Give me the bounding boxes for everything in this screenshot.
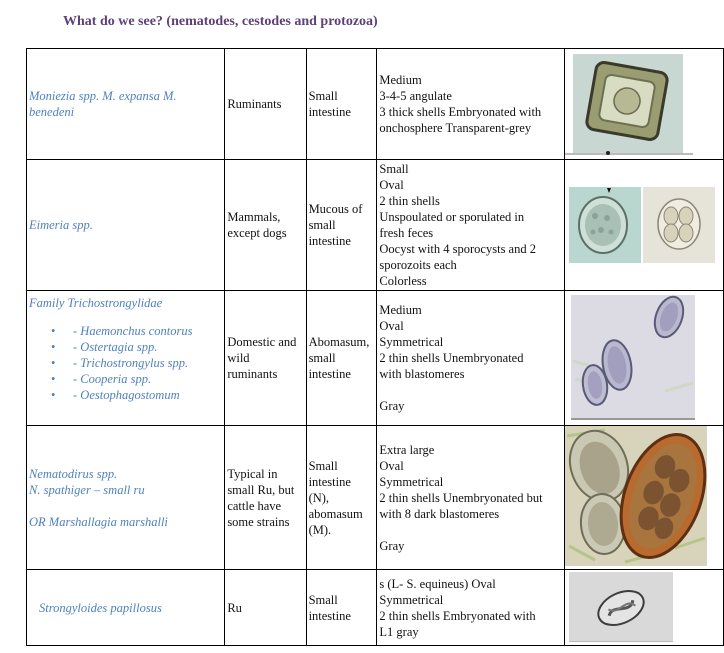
description-line: Oval (379, 458, 404, 473)
parasite-name: Moniezia spp. M. expansa M. (29, 89, 177, 103)
image-cell (564, 426, 723, 570)
image-cell (564, 160, 723, 291)
host-cell (225, 160, 306, 291)
parasite-name: Nematodirus spp. (29, 466, 118, 481)
location-line: intestine (308, 474, 351, 489)
list-item: • - Haemonchus contorus (29, 323, 222, 339)
parasite-name: benedeni (29, 105, 75, 119)
location-cell (306, 291, 377, 426)
description-cell (377, 426, 565, 570)
description-line: Symmetrical (379, 335, 444, 349)
image-cell (564, 49, 723, 160)
list-item: • - Ostertagia spp. (29, 339, 222, 355)
host-cell (225, 49, 306, 160)
location-line: intestine (308, 367, 351, 381)
description-spacer (379, 382, 562, 398)
description-line: Oval (379, 178, 404, 192)
table-row (27, 570, 724, 646)
location-line: (M). (308, 522, 332, 537)
parasite-name: Eimeria spp. (29, 218, 93, 232)
description-cell (377, 49, 565, 160)
table-row (27, 426, 724, 570)
host-line: some strains (227, 514, 290, 529)
location-cell (306, 49, 377, 160)
description-line: Symmetrical (379, 474, 444, 489)
list-item: • - Cooperia spp. (29, 371, 222, 387)
location-line: intestine (308, 234, 351, 248)
list-item: • - Oestophagostomum (29, 387, 222, 403)
description-line: onchosphere Transparent-grey (379, 121, 532, 135)
host-line: Domestic and (227, 335, 297, 349)
location-line: small (308, 351, 336, 365)
parasite-name-cell (27, 426, 225, 570)
description-line: Symmetrical (379, 592, 444, 607)
location-line: Mucous of (308, 202, 363, 216)
host-line: ruminants (227, 367, 278, 381)
parasite-name: OR Marshallagia marshalli (29, 514, 168, 529)
image-cell (564, 570, 723, 646)
description-line: Unspoulated or sporulated in (379, 210, 525, 224)
location-cell (306, 426, 377, 570)
location-line: Abomasum, (308, 335, 370, 349)
description-line: 2 thin shells Embryonated with (379, 608, 536, 623)
description-line: Colorless (379, 274, 427, 288)
moniezia-egg-micrograph (565, 49, 723, 159)
location-line: abomasum (308, 506, 363, 521)
description-line: sporozoits each (379, 258, 457, 272)
location-line: intestine (308, 608, 351, 623)
host-cell (225, 291, 306, 426)
description-line: s (L- S. equineus) Oval (379, 576, 496, 591)
description-cell (377, 160, 565, 291)
image-cell (564, 291, 723, 426)
description-line: Medium (379, 303, 422, 317)
host-text: Ruminants (227, 97, 282, 111)
host-line: Mammals, (227, 210, 281, 224)
parasite-name-cell (27, 291, 225, 426)
list-item: • - Trichostrongylus spp. (29, 355, 222, 371)
description-line: 3-4-5 angulate (379, 89, 452, 103)
description-cell (377, 570, 565, 646)
description-line: L1 gray (379, 624, 419, 639)
parasite-name-spacer (29, 498, 222, 514)
parasite-egg-table (26, 48, 724, 646)
location-line: small (308, 218, 336, 232)
eimeria-oocyst-micrograph (565, 160, 723, 290)
table-row (27, 291, 724, 426)
location-cell (306, 160, 377, 291)
description-line: Oval (379, 319, 404, 333)
description-line: with blastomeres (379, 367, 465, 381)
location-line: Small (308, 592, 338, 607)
description-spacer (379, 522, 562, 538)
description-line: Small (379, 162, 409, 176)
description-line: Gray (379, 399, 405, 413)
description-line: Extra large (379, 442, 435, 457)
location-line: Small (308, 458, 338, 473)
parasite-name: Strongyloides papillosus (39, 600, 162, 615)
location-line: Small (308, 89, 338, 103)
description-line: Gray (379, 538, 405, 553)
host-line: wild (227, 351, 250, 365)
table-row (27, 49, 724, 160)
description-line: 3 thick shells Embryonated with (379, 105, 542, 119)
page-title: What do we see? (nematodes, cestodes and protozoa) (63, 14, 378, 29)
host-cell (225, 570, 306, 646)
description-line: 2 thin shells (379, 194, 440, 208)
host-cell (225, 426, 306, 570)
description-line: Medium (379, 73, 422, 87)
nematodirus-eggs-micrograph (565, 426, 723, 568)
host-line: Typical in (227, 466, 278, 481)
description-line: Oocyst with 4 sporocysts and 2 (379, 242, 536, 256)
parasite-name-cell (27, 160, 225, 291)
parasite-genus-list (29, 323, 222, 403)
location-cell (306, 570, 377, 646)
description-line: with 8 dark blastomeres (379, 506, 500, 521)
location-line: (N), (308, 490, 330, 505)
host-line: small Ru, but (227, 482, 295, 497)
host-text: Ru (227, 600, 242, 615)
strongyloides-egg-micrograph (565, 570, 723, 644)
parasite-name: N. spathiger – small ru (29, 482, 145, 497)
host-line: except dogs (227, 226, 287, 240)
description-line: fresh feces (379, 226, 434, 240)
host-line: cattle have (227, 498, 282, 513)
description-line: 2 thin shells Unembryonated (379, 351, 524, 365)
description-cell (377, 291, 565, 426)
table-row (27, 160, 724, 291)
location-line: intestine (308, 105, 351, 119)
trichostrongylid-eggs-micrograph (565, 291, 723, 425)
description-line: 2 thin shells Unembryonated but (379, 490, 543, 505)
parasite-name-cell (27, 570, 225, 646)
parasite-family-title: Family Trichostrongylidae (29, 296, 163, 310)
parasite-name-cell (27, 49, 225, 160)
